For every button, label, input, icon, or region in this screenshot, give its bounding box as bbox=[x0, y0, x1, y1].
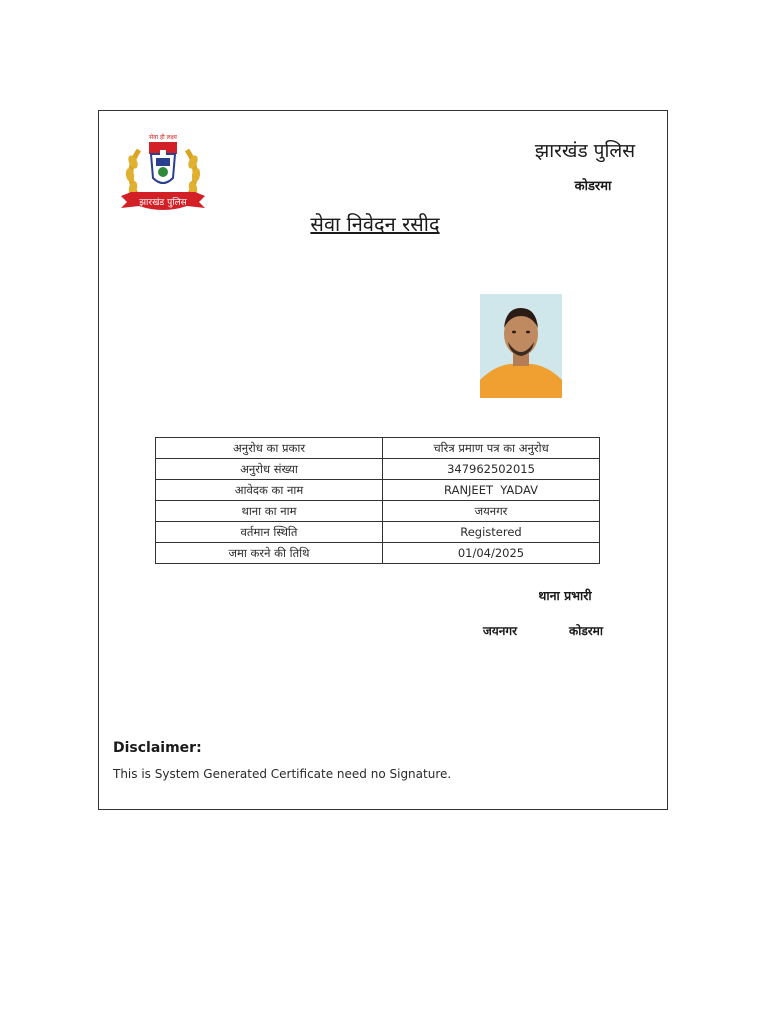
officer-title: थाना प्रभारी bbox=[538, 588, 592, 603]
row-label: वर्तमान स्थिति bbox=[156, 522, 383, 543]
signature-district: कोडरमा bbox=[569, 624, 603, 638]
disclaimer-heading: Disclaimer: bbox=[113, 740, 202, 756]
row-value: जयनगर bbox=[383, 501, 600, 522]
row-value: RANJEET YADAV bbox=[383, 480, 600, 501]
signature-station: जयनगर bbox=[482, 624, 518, 638]
row-value: Registered bbox=[383, 522, 600, 543]
row-label: थाना का नाम bbox=[156, 501, 383, 522]
row-label: अनुरोध का प्रकार bbox=[156, 438, 383, 459]
table-row bbox=[156, 459, 600, 480]
svg-text:झारखंड पुलिस: झारखंड पुलिस bbox=[139, 198, 187, 208]
table-row bbox=[156, 501, 600, 522]
disclaimer-text: This is System Generated Certificate need no Signature. bbox=[113, 767, 452, 781]
svg-text:सेवा ही लक्ष्य: सेवा ही लक्ष्य bbox=[149, 134, 177, 141]
table-row bbox=[156, 480, 600, 501]
row-label: जमा करने की तिथि bbox=[156, 543, 383, 564]
table-row bbox=[156, 522, 600, 543]
table-row bbox=[156, 543, 600, 564]
jharkhand-police-emblem-icon bbox=[117, 130, 209, 220]
applicant-photo bbox=[480, 294, 562, 398]
row-label: आवेदक का नाम bbox=[156, 480, 383, 501]
table-row bbox=[156, 438, 600, 459]
org-name: झारखंड पुलिस bbox=[534, 140, 636, 162]
district-name: कोडरमा bbox=[574, 179, 612, 194]
request-details-table bbox=[155, 437, 600, 564]
page-title: सेवा निवेदन रसीद bbox=[310, 212, 440, 236]
row-value: चरित्र प्रमाण पत्र का अनुरोध bbox=[383, 438, 600, 459]
row-value: 01/04/2025 bbox=[383, 543, 600, 564]
row-label: अनुरोध संख्या bbox=[156, 459, 383, 480]
row-value: 347962502015 bbox=[383, 459, 600, 480]
